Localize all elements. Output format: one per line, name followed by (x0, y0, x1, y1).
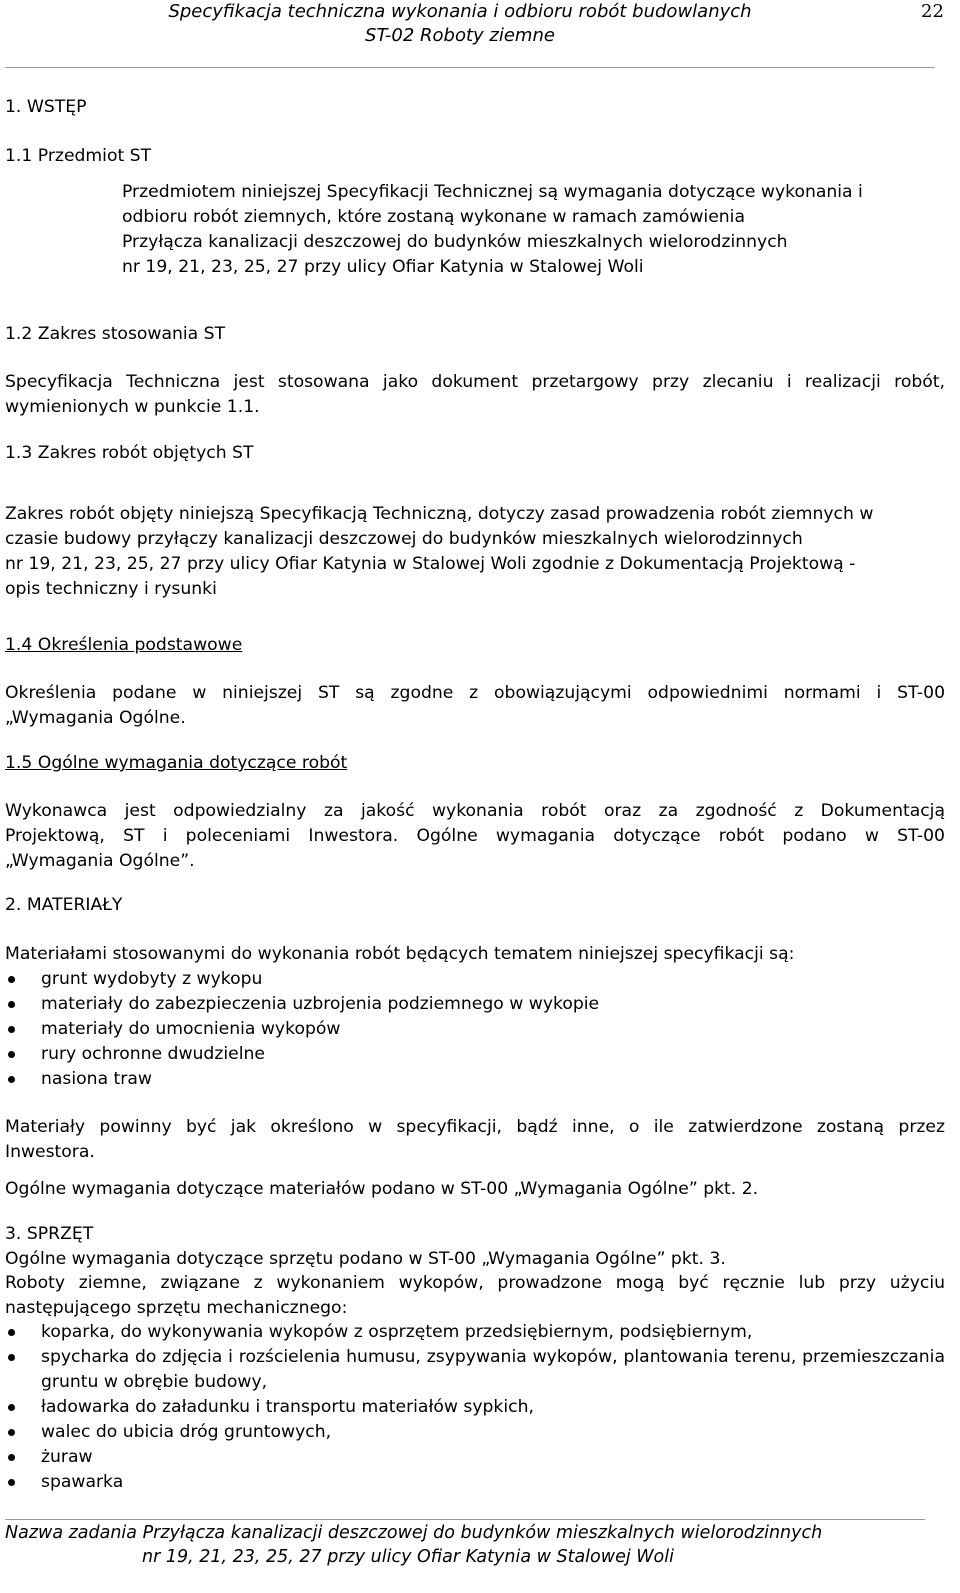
header-title-line2: ST-02 Roboty ziemne (365, 25, 555, 46)
section-1-5-text (5, 799, 945, 874)
list-item: grunt wydobyty z wykopu (5, 967, 945, 992)
text-line: odbioru robót ziemnych, które zostaną wykonane w ramach zamówienia (122, 207, 745, 227)
section-1-5-heading: 1.5 Ogólne wymagania dotyczące robót (5, 753, 348, 773)
section-1-1-text (122, 180, 942, 280)
section-2-intro: Materiałami stosowanymi do wykonania robót będących tematem niniejszej specyfikacji są: (5, 944, 795, 964)
text-line: Materiały powinny być jak określono w specyfikacji, bądź inne, o ile zatwierdzone zostaną przez (5, 1117, 945, 1137)
text-line: „Wymagania Ogólne. (5, 708, 186, 728)
text-line: nr 19, 21, 23, 25, 27 przy ulicy Ofiar Katynia w Stalowej Woli (122, 257, 644, 277)
text-line: wymienionych w punkcie 1.1. (5, 397, 260, 417)
section-3-line1: Ogólne wymagania dotyczące sprzętu podano w ST-00 „Wymagania Ogólne” pkt. 3. (5, 1249, 726, 1269)
text-line: Wykonawca jest odpowiedzialny za jakość wykonania robót oraz za zgodność z Dokumentacją (5, 801, 945, 821)
section-3-heading: 3. SPRZĘT (5, 1224, 94, 1244)
section-1-4-heading: 1.4 Określenia podstawowe (5, 635, 243, 655)
list-item: nasiona traw (5, 1067, 945, 1092)
text-line: „Wymagania Ogólne”. (5, 851, 195, 871)
list-item: materiały do zabezpieczenia uzbrojenia podziemnego w wykopie (5, 992, 945, 1017)
section-1-2-text (5, 370, 945, 420)
section-3-intro (5, 1271, 945, 1321)
footer-line1: Nazwa zadania Przyłącza kanalizacji deszczowej do budynków mieszkalnych wielorodzinnych (5, 1523, 823, 1543)
section-1-4-text (5, 681, 945, 731)
text-line: Zakres robót objęty niniejszą Specyfikacją Techniczną, dotyczy zasad prowadzenia robót ziemnych w (5, 504, 874, 524)
list-item: spawarka (5, 1470, 945, 1495)
materials-list (5, 967, 945, 1092)
text-line: nr 19, 21, 23, 25, 27 przy ulicy Ofiar Katynia w Stalowej Woli zgodnie z Dokumentacją Projektową - (5, 554, 856, 574)
text-line: Przedmiotem niniejszej Specyfikacji Technicznej są wymagania dotyczące wykonania i (122, 182, 863, 202)
footer-rule (5, 1519, 925, 1520)
section-1-heading: 1. WSTĘP (5, 97, 87, 117)
header-title-line1: Specyfikacja techniczna wykonania i odbioru robót budowlanych (168, 1, 752, 22)
list-item: koparka, do wykonywania wykopów z osprzętem przedsiębiernym, podsiębiernym, (5, 1320, 945, 1345)
section-1-3-text (5, 502, 945, 602)
list-item: rury ochronne dwudzielne (5, 1042, 945, 1067)
section-2-heading: 2. MATERIAŁY (5, 895, 123, 915)
list-item: ładowarka do załadunku i transportu materiałów sypkich, (5, 1395, 945, 1420)
text-line: Roboty ziemne, związane z wykonaniem wykopów, prowadzone mogą być ręcznie lub przy użyciu (5, 1273, 945, 1293)
header-rule (5, 67, 935, 68)
list-item: żuraw (5, 1445, 945, 1470)
footer-line2: nr 19, 21, 23, 25, 27 przy ulicy Ofiar Katynia w Stalowej Woli (142, 1547, 674, 1567)
section-1-1-heading: 1.1 Przedmiot ST (5, 146, 152, 166)
list-item: spycharka do zdjęcia i rozścielenia humusu, zsypywania wykopów, plantowania terenu, przemieszczania gruntu w obrębie budowy, (5, 1345, 945, 1395)
text-line: czasie budowy przyłączy kanalizacji deszczowej do budynków mieszkalnych wielorodzinnych (5, 529, 803, 549)
text-line: Przyłącza kanalizacji deszczowej do budynków mieszkalnych wielorodzinnych (122, 232, 788, 252)
text-line: opis techniczny i rysunki (5, 579, 217, 599)
section-1-3-heading: 1.3 Zakres robót objętych ST (5, 443, 254, 463)
text-line: Inwestora. (5, 1142, 95, 1162)
text-line: Specyfikacja Techniczna jest stosowana jako dokument przetargowy przy zlecaniu i realizacji robót, (5, 372, 945, 392)
section-2-note (5, 1115, 945, 1165)
list-item: materiały do umocnienia wykopów (5, 1017, 945, 1042)
equipment-list (5, 1320, 945, 1495)
list-item: walec do ubicia dróg gruntowych, (5, 1420, 945, 1445)
section-2-general: Ogólne wymagania dotyczące materiałów podano w ST-00 „Wymagania Ogólne” pkt. 2. (5, 1179, 759, 1199)
text-line: Określenia podane w niniejszej ST są zgodne z obowiązującymi odpowiednimi normami i ST-00 (5, 683, 945, 703)
page-number: 22 (921, 1, 944, 22)
section-1-2-heading: 1.2 Zakres stosowania ST (5, 324, 226, 344)
text-line: następującego sprzętu mechanicznego: (5, 1298, 348, 1318)
text-line: Projektową, ST i poleceniami Inwestora. Ogólne wymagania dotyczące robót podano w ST-00 (5, 826, 945, 846)
